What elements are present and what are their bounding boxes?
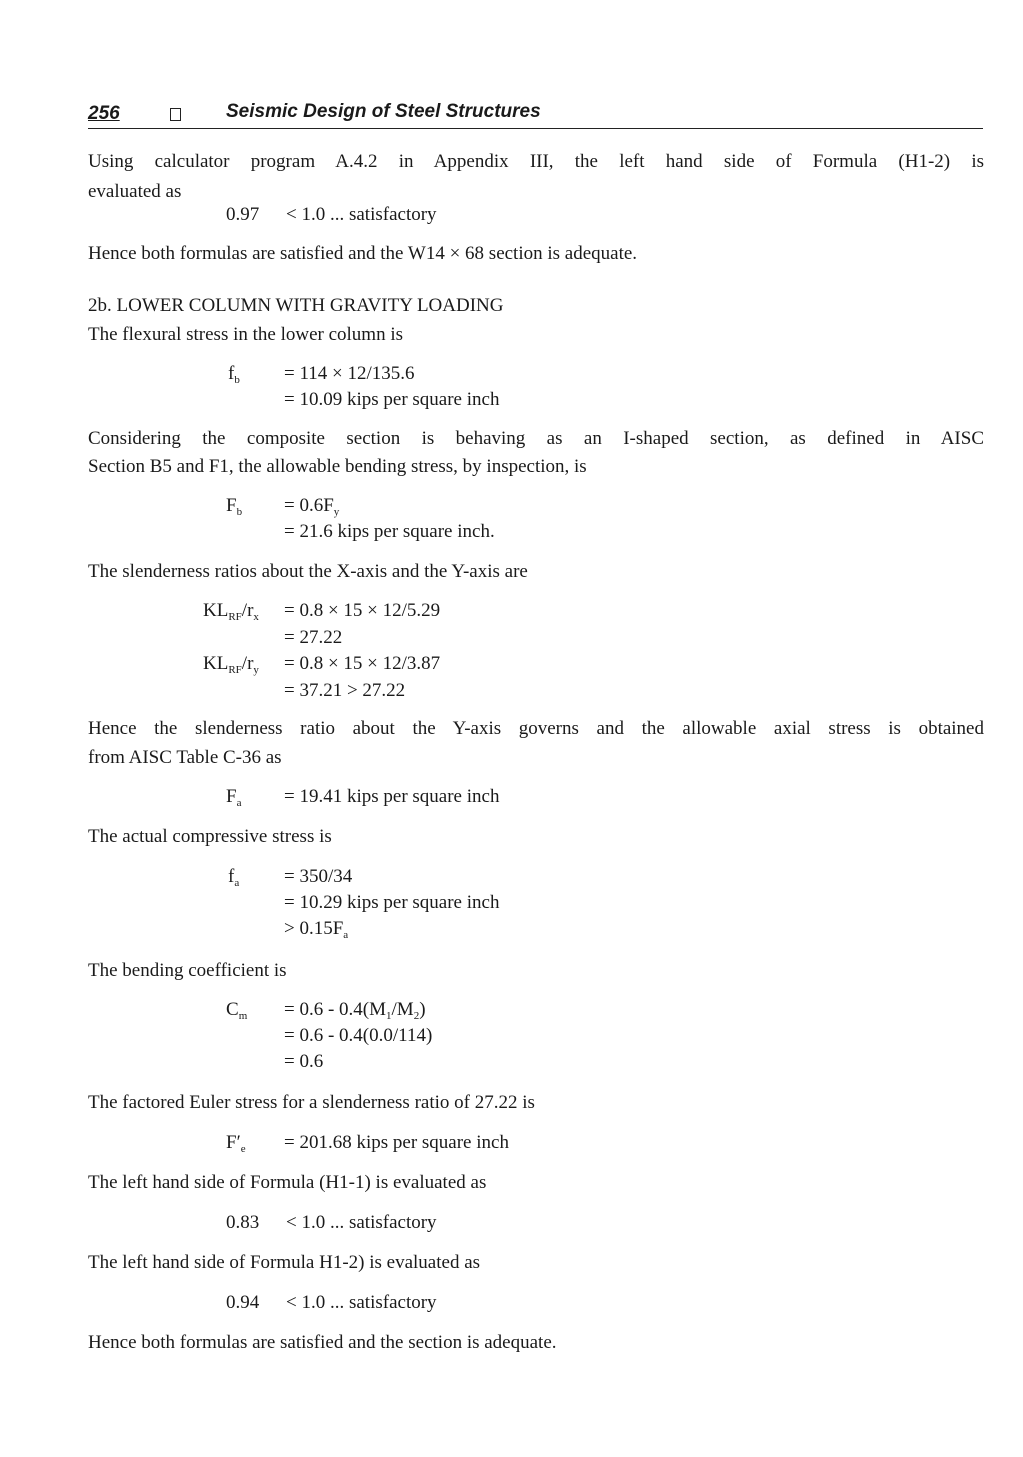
- klry-line1: = 0.8 × 15 × 12/3.87: [284, 653, 441, 674]
- Fb-symbol: $F_b$: [226, 495, 243, 518]
- Fa-line1: = 19.41 kips per square inch: [284, 786, 500, 807]
- h12-intro: The left hand side of Formula H1-2) is evaluated as: [88, 1252, 481, 1273]
- book-title: Seismic Design of Steel Structures: [226, 101, 541, 122]
- h11-value: 0.83: [226, 1212, 260, 1233]
- para1-result: < 1.0 ... satisfactory: [286, 204, 437, 225]
- Fb-line1: = $0.6F_y$: [284, 495, 340, 518]
- fa-line2: = 10.29 kips per square inch: [284, 892, 500, 913]
- section-heading: 2b. LOWER COLUMN WITH GRAVITY LOADING: [88, 295, 504, 316]
- running-header: [88, 100, 983, 129]
- para1-line1: Using calculator program A.4.2 in Appendix III, the left hand side of Formula (H1-2) is: [88, 151, 984, 172]
- h11-result: < 1.0 ... satisfactory: [286, 1212, 437, 1233]
- slenderness-intro: The slenderness ratios about the X-axis and the Y-axis are: [88, 561, 528, 582]
- fb-line1: = 114 × 12/135.6: [284, 363, 415, 384]
- fa-line3: > $0.15F_a$: [284, 918, 349, 941]
- klry-symbol: $KL_{RF}/r_y$: [203, 653, 259, 676]
- page-number: 256: [88, 103, 120, 124]
- Cm-line3: = 0.6: [284, 1051, 324, 1072]
- Cm-symbol: $C_m$: [226, 999, 248, 1022]
- h11-intro: The left hand side of Formula (H1-1) is evaluated as: [88, 1172, 487, 1193]
- para2: Hence both formulas are satisfied and the W14 × 68 section is adequate.: [88, 243, 638, 264]
- klrx-symbol: $KL_{RF}/r_x$: [203, 600, 259, 623]
- para1-line2: evaluated as: [88, 181, 182, 202]
- Fa-symbol: $F_a$: [226, 786, 242, 809]
- klrx-line2: = 27.22: [284, 627, 343, 648]
- composite-line2: Section B5 and F1, the allowable bending stress, by inspection, is: [88, 456, 587, 477]
- conclusion: Hence both formulas are satisfied and the section is adequate.: [88, 1332, 557, 1353]
- square-bullet-icon: [170, 108, 181, 121]
- fb-line2: = 10.09 kips per square inch: [284, 389, 500, 410]
- flexural-intro: The flexural stress in the lower column is: [88, 324, 404, 345]
- fa-line1: = 350/34: [284, 866, 353, 887]
- klry-line2: = 37.21 > 27.22: [284, 680, 406, 701]
- para1-value: 0.97: [226, 204, 260, 225]
- governs-line1: Hence the slenderness ratio about the Y-axis governs and the allowable axial stress is obtained: [88, 718, 984, 739]
- h12-result: < 1.0 ... satisfactory: [286, 1292, 437, 1313]
- Fe-line1: = 201.68 kips per square inch: [284, 1132, 509, 1153]
- compressive-intro: The actual compressive stress is: [88, 826, 332, 847]
- Fb-line2: = 21.6 kips per square inch.: [284, 521, 495, 542]
- euler-intro: The factored Euler stress for a slenderness ratio of 27.22 is: [88, 1092, 535, 1113]
- governs-line2: from AISC Table C-36 as: [88, 747, 282, 768]
- fa-symbol: $f_a$: [228, 866, 240, 889]
- h12-value: 0.94: [226, 1292, 260, 1313]
- klrx-line1: = 0.8 × 15 × 12/5.29: [284, 600, 441, 621]
- Fe-symbol: $F'_e$: [226, 1132, 246, 1155]
- bending-intro: The bending coefficient is: [88, 960, 287, 981]
- composite-line1: Considering the composite section is behaving as an I-shaped section, as defined in AISC: [88, 428, 984, 449]
- Cm-line2: = 0.6 - 0.4(0.0/114): [284, 1025, 433, 1046]
- fb-symbol: $f_b$: [228, 363, 240, 386]
- Cm-line1: = $0.6 - 0.4(M_1/M_2)$: [284, 999, 426, 1022]
